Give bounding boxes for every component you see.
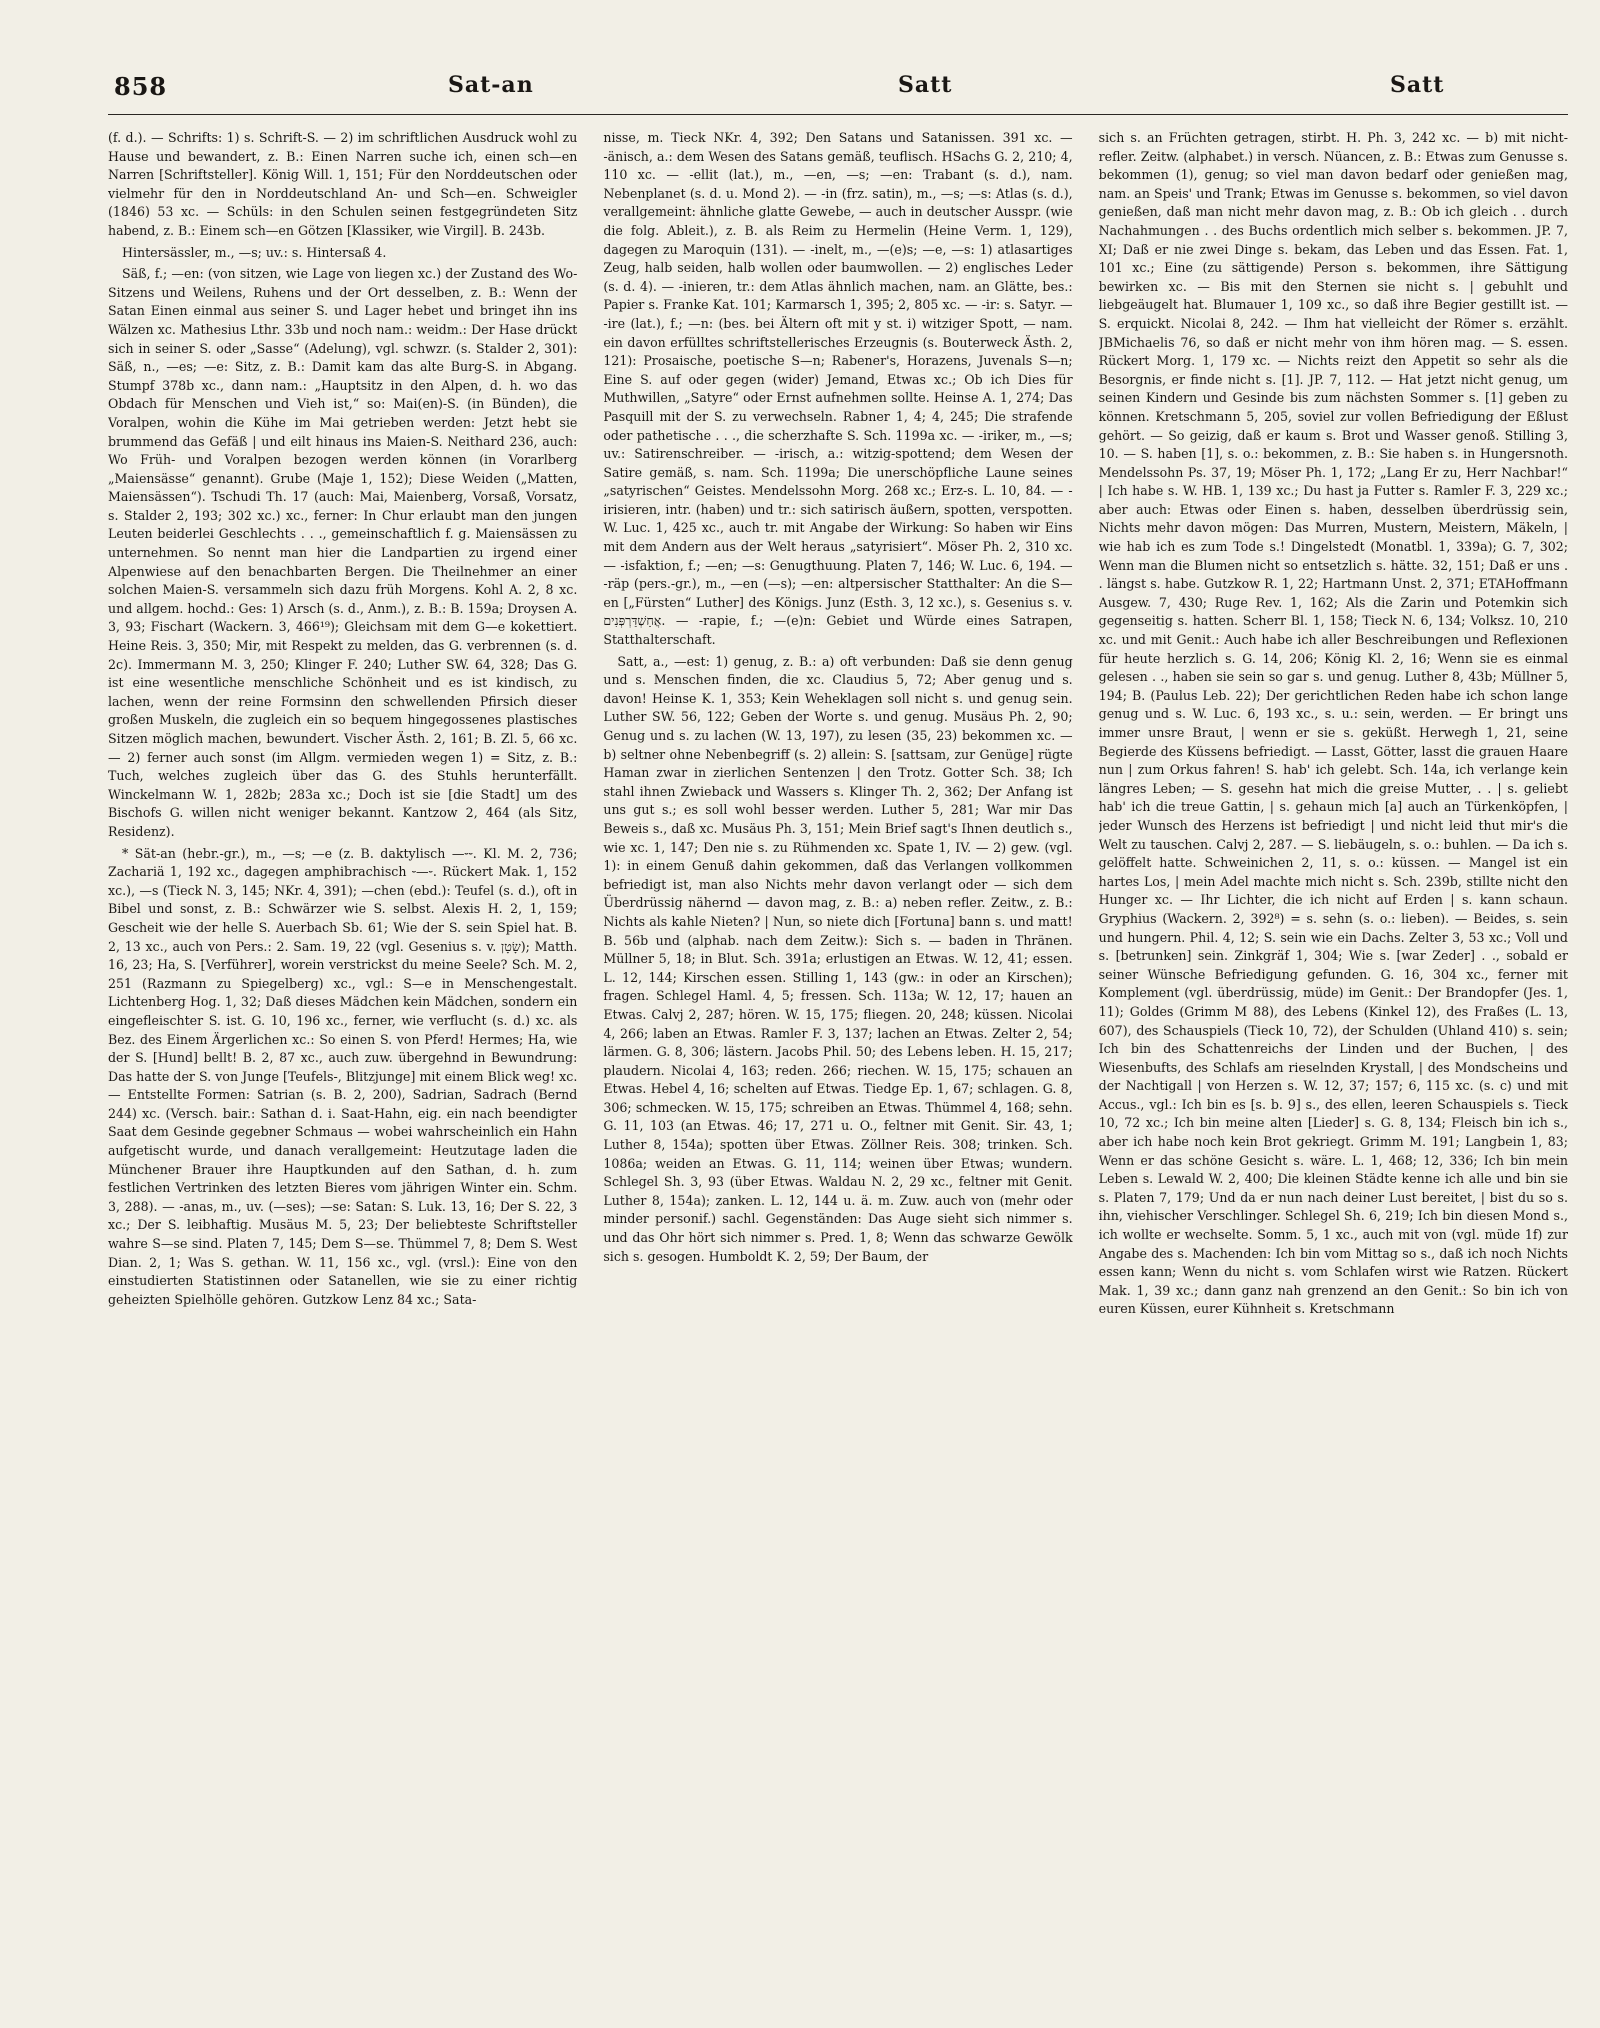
- dictionary-entry: Hintersässler, m., —s; uv.: s. Hintersaß 4.: [122, 244, 387, 260]
- dictionary-entry: * Sät-an (hebr.-gr.), m., —s; —e (z. B. daktylisch —⏑⏑. Kl. M. 2, 736; Zachariä 1, 192 xc., dagegen amphibrachisch ⏑—⏑. Rückert Mak. 1, 152 xc.), —s (Tieck N. 3, 145; NKr. 4, 391); —chen (ebd.): Teufel (s. d.), oft in Bibel und sonst, z. B.: Schwärzer wie S. selbst. Alexis H. 2, 1, 159; Gescheit wie der helle S. Auerbach Sb. 61; Wie der S. sein Spiel hat. B. 2, 13 xc., auch von Pers.: 2. Sam. 19, 22 (vgl. Gesenius s. v. שָׂטָן); Matth. 16, 23; Ha, S. [Verführer], worein verstrickst du meine Seele? Sch. M. 2, 251 (Razmann zu Spiegelberg) xc., vgl.: S—e in Menschengestalt. Lichtenberg Hog. 1, 32; Daß dieses Mädchen kein Mädchen, sondern ein eingefleischter S. ist. G. 10, 196 xc., ferner, wie verflucht (s. d.) xc. als Bez. des Einem Ärgerlichen xc.: So einen S. von Pferd! Hermes; Ha, wie der S. [Hund] bellt! B. 2, 87 xc., auch zuw. übergehnd in Bewundrung: Das hatte der S. von Junge [Teufels-, Blitzjunge] mit einem Blick weg! xc. — Entstellte Formen: Satrian (s. B. 2, 200), Sadrian, Sadrach (Bernd 244) xc. (Versch. bair.: Sathan d. i. Saat-Hahn, eig. ein nach beendigter Saat dem Gesinde gegebner Schmaus — wobei wahrscheinlich ein Hahn aufgetischt wurde, und danach verallgemeint: Heutzutage laden die Münchener Brauer ihre Hauptkunden auf den Sathan, d. h. zum festlichen Vertrinken des letzten Bieres vom jährigen Winter ein. Schm. 3, 288). — -anas, m., uv. (—ses); —se: Satan: S. Luk. 13, 16; Der S. 22, 3 xc.; Der S. leibhaftig. Musäus M. 5, 23; Der beliebteste Schriftsteller wahre S—se sind. Platen 7, 145; Dem S—se. Thümmel 7, 8; Dem S. West Dian. 2, 1; Was S. gethan. W. 11, 156 xc., vgl. (vrsl.): Eine von den einstudierten Statistinnen oder Satanellen, wie sie zu einer richtig geheizten Spielhölle gehören. Gutzkow Lenz 84 xc.; Sata-: [108, 845, 578, 1307]
- dictionary-entry: Säß, f.; —en: (von sitzen, wie Lage von liegen xc.) der Zustand des Wo-Sitzens und Weilens, Ruhens und der Ort desselben, z. B.: Wenn der Satan Einen einmal aus seiner S. und Lager hebet und bringet ihn ins Wälzen xc. Mathesius Lthr. 33b und noch nam.: weidm.: Der Hase drückt sich in seiner S. oder „Sasse“ (Adelung), vgl. schwzr. (s. Stalder 2, 301): Säß, n., —es; —e: Sitz, z. B.: Damit kam das alte Burg-S. in Abgang. Stumpf 378b xc., dann nam.: „Hauptsitz in den Alpen, d. h. wo das Obdach für Menschen und Vieh ist,“ so: Mai(en)-S. (in Bünden), die Voralpen, wohin die Kühe im Mai getrieben werden: Jetzt hebt sie brummend das Gefäß | und eilt hinaus ins Maien-S. Neithard 236, auch: Wo Früh- und Voralpen bezogen werden können (in Vorarlberg „Maiensässe“ genannt). Grube (Maje 1, 152); Diese Weiden („Matten, Maiensässen“). Tschudi Th. 17 (auch: Mai, Maienberg, Vorsaß, Vorsatz, s. Stalder 2, 193; 302 xc.) xc., ferner: In Chur erlaubt man den jungen Leuten beiderlei Geschlechts . . ., gemeinschaftlich f. g. Maiensässen zu unternehmen. So nennt man hier die Landpartien zu irgend einer Alpenwiese auf den benachbarten Bergen. Die Theilnehmer an einer solchen Maien-S. versammeln sich dazu früh Morgens. Kohl A. 2, 8 xc. und allgem. hochd.: Ges: 1) Arsch (s. d., Anm.), z. B.: B. 159a; Droysen A. 3, 93; Fischart (Wackern. 3, 466¹⁹); Gleichsam mit dem G—e kokettiert. Heine Reis. 3, 350; Mir, mit Respekt zu melden, das G. verbrennen (s. d. 2c). Immermann M. 3, 250; Klinger F. 240; Luther SW. 64, 328; Das G. ist eine wesentliche menschliche Schönheit und es ist kindisch, zu lachen, wenn der reine Formsinn den schwellenden Pfirsich dieser großen Muskeln, die zugleich ein so bequem hingegossenes plastisches Sitzen möglich machen, bewundert. Vischer Ästh. 2, 161; B. Zl. 5, 66 xc. — 2) ferner auch sonst (im Allgm. vermieden wegen 1) = Sitz, z. B.: Tuch, welches zugleich über das G. des Stuhls herunterfällt. Winckelmann W. 1, 282b; 283a xc.; Doch ist sie [die Stadt] um des Bischofs G. willen nicht weniger bekannt. Kantzow 2, 464 (als Sitz, Residenz).: [108, 266, 578, 839]
- entry-continuation: nisse, m. Tieck NKr. 4, 392; Den Satans und Satanissen. 391 xc. — -änisch, a.: dem Wesen des Satans gemäß, teuflisch. HSachs G. 2, 210; 4, 110 xc. — -ellit (lat.), m., —en, —s; —en: Trabant (s. d.), nam. Nebenplanet (s. d. u. Mond 2). — -in (frz. satin), m., —s; —s: Atlas (s. d.), verallgemeint: ähnliche glatte Gewebe, — auch in deutscher Ausspr. (wie die folg. Ableit.), z. B. als Reim zu Hermelin (Heine Verm. 1, 129), dagegen zu Maroquin (131). — -inelt, m., —(e)s; —e, —s: 1) atlasartiges Zeug, halb seiden, halb wollen oder baumwollen. — 2) englisches Leder (s. d. 4). — -inieren, tr.: dem Atlas ähnlich machen, nam. an Glätte, bes.: Papier s. Franke Kat. 101; Karmarsch 1, 395; 2, 805 xc. — -ir: s. Satyr. — -ire (lat.), f.; —n: (bes. bei Ältern oft mit y st. i) witziger Spott, — nam. ein davon erfülltes schriftstellerisches Erzeugnis (s. Bouterweck Ästh. 2, 121): Prosaische, poetische S—n; Rabener's, Horazens, Juvenals S—n; Eine S. auf oder gegen (wider) Jemand, Etwas xc.; Ob ich Dies für Muthwillen, „Satyre“ oder Ernst aufnehmen sollte. Heinse A. 1, 274; Das Pasquill mit der S. zu verwechseln. Rabner 1, 4; 4, 245; Die strafende oder pathetische . . ., die scherzhafte S. Sch. 1199a xc. — -iriker, m., —s; uv.: Satirenschreiber. — -irisch, a.: witzig-spottend; dem Wesen der Satire gemäß, s. nam. Sch. 1199a; Die unerschöpfliche Laune seines „satyrischen“ Geistes. Mendelssohn Morg. 268 xc.; Erz-s. L. 10, 84. — -irisieren, intr. (haben) und tr.: sich satirisch äußern, spotten, verspotten. W. Luc. 1, 425 xc., auch tr. mit Angabe der Wirkung: So haben wir Eins mit dem Andern aus der Welt heraus „satyrisiert“. Möser Ph. 2, 310 xc. — -isfaktion, f.; —en; —s: Genugthuung. Platen 7, 146; W. Luc. 6, 194. — -räp (pers.-gr.), m., —en (—s); —en: altpersischer Statthalter: An die S—en [„Fürsten“ Luther] des Königs. Junz (Esth. 3, 12 xc.), s. Gesenius s. v. אֲחַשְׁדַּרְפְּנִים. — -rapie, f.; —(e)n: Gebiet und Würde eines Satrapen, Statthalterschaft.: [603, 130, 1073, 648]
- page-header: [108, 66, 1568, 115]
- header-left-keyword: Sat-an: [448, 72, 534, 98]
- column-right: [1099, 129, 1568, 2009]
- column-left: [108, 129, 577, 2009]
- entry-continuation: sich s. an Früchten getragen, stirbt. H. Ph. 3, 242 xc. — b) mit nicht-refler. Zeitw. (alphabet.) in versch. Nüancen, z. B.: Etwas zum Genusse s. bekommen (1), genug; so viel man davon bedarf oder genießen mag, nam. an Speis' und Trank; Etwas im Genusse s. bekommen, so viel davon genießen, daß man nicht mehr davon mag, z. B.: Ob ich gleich . . durch Nachahmungen . . des Buchs ordentlich mich selber s. bekommen. JP. 7, XI; Daß er nie zwei Dinge s. bekam, das Leben und das Essen. Fat. 1, 101 xc.; Eine (zu sättigende) Person s. bekommen, ihre Sättigung bewirken xc. — Bis mit den Sternen sie nicht s. | gebuhlt und liebgeäugelt hat. Blumauer 1, 109 xc., so daß ihre Begier gestillt ist. — S. erquickt. Nicolai 8, 242. — Ihm hat vielleicht der Römer s. erzählt. JBMichaelis 76, so daß er nicht mehr von ihm hören mag. — S. essen. Rückert Morg. 1, 179 xc. — Nichts reizt den Appetit so sehr als die Besorgnis, er finde nicht s. [1]. JP. 7, 112. — Hat jetzt nicht genug, um seinen Kindern und Gesinde bis zum nächsten Sommer s. [1] geben zu können. Kretschmann 5, 205, soviel zur vollen Befriedigung der Eßlust gehört. — So geizig, daß er kaum s. Brot und Wasser genoß. Stilling 3, 10. — S. haben [1], s. o.: bekommen, z. B.: Sie haben s. in Hungersnoth. Mendelssohn Ps. 37, 19; Möser Ph. 1, 172; „Lang Er zu, Herr Nachbar!“ | Ich habe s. W. HB. 1, 139 xc.; Du hast ja Futter s. Ramler F. 3, 229 xc.; aber auch: Etwas oder Einen s. haben, desselben überdrüssig sein, Nichts mehr davon mögen: Das Murren, Mustern, Meistern, Mäkeln, | wie hab ich es zum Tode s.! Dingelstedt (Monatbl. 1, 339a); G. 7, 302; Wenn man die Blumen nicht so entsetzlich s. hätte. 32, 151; Daß er uns . . längst s. habe. Gutzkow R. 1, 22; Hartmann Unst. 2, 371; ETAHoffmann Ausgew. 7, 430; Ruge Rev. 1, 162; Als die Zarin und Potemkin sich gegenseitig s. hatten. Scherr Bl. 1, 158; Tieck N. 6, 134; Volksz. 10, 210 xc. und mit Genit.: Auch habe ich aller Beschreibungen und Reflexionen für heute herzlich s. G. 14, 206; König Kl. 2, 16; Wenn sie es einmal gelesen . ., haben sie sein so gar s. und genug. Luther 8, 43b; Müllner 5, 194; B. (Paulus Leb. 22); Der gerichtlichen Reden habe ich schon lange genug und s. W. Luc. 6, 193 xc., s. u.: sein, werden. — Er bringt uns immer unsre Braut, | wenn er sie s. geküßt. Herwegh 1, 21, seine Begierde des Küssens befriedigt. — Lasst, Götter, lasst die grauen Haare nun | zum Orkus fahren! S. hab' ich gelebt. Sch. 14a, ich verlange kein längres Leben; — S. gesehn hat mich die greise Mutter, . . | s. geliebt hab' ich die treue Gattin, | s. gehaun mich [a] auch an Türkenköpfen, | jeder Wunsch des Herzens ist befriedigt | und nicht leid thut mir's die Welt zu tauschen. Calvj 2, 287. — S. liebäugeln, s. o.: buhlen. — Da ich s. gelöffelt hatte. Schweinichen 2, 11, s. o.: küssen. — Mangel ist ein hartes Los, | mein Adel machte mich nicht s. Sch. 239b, stillte nicht den Hunger xc. — Ihr Lichter, die ich nicht auf Erden | s. kann schaun. Gryphius (Wackern. 2, 392⁸) = s. sehn (s. o.: lieben). — Beides, s. sein und hungern. Phil. 4, 12; S. sein wie ein Dachs. Zelter 3, 53 xc.; Voll und s. [betrunken] sein. Zinkgräf 1, 304; Wie s. [war Zeder] . ., sobald er seiner Wünsche Befriedigung gefunden. G. 16, 304 xc., ferner mit Komplement (vgl. überdrüssig, müde) im Genit.: Der Brandopfer (Jes. 1, 11); Goldes (Grimm M 88), des Lebens (Kinkel 12), des Fraßes (L. 13, 607), des Schauspiels (Tieck 10, 72), der Schulden (Uhland 410) s. sein; Ich bin des Schattenreichs der Linden und der Buchen, | des Wiesenbufts, des Schlafs am rieselnden Krystall, | des Mondscheins und der Nachtigall | von Herzen s. W. 12, 37; 157; 6, 115 xc. (s. c) und mit Accus., vgl.: Ich bin es [s. b. 9] s., des ellen, leeren Schauspiels s. Tieck 10, 72 xc.; Ich bin meine alten [Lieder] s. G. 8, 134; Fleisch bin ich s., aber ich habe noch kein Brot gekriegt. Grimm M. 191; Langbein 1, 83; Wenn er das schöne Gesicht s. wäre. L. 1, 468; 12, 336; Ich bin mein Leben s. Lewald W. 2, 400; Die kleinen Städte kenne ich alle und bin sie s. Platen 7, 179; Und da er nun nach deiner Lust bereitet, | bist du so s. ihn, viehischer Verschlinger. Schlegel Sh. 6, 219; Ich bin diesen Mond s., ich wollte er wechselte. Somm. 5, 1 xc., auch mit von (vgl. müde 1f) zur Angabe des s. Machenden: Ich bin vom Mittag so s., daß ich noch Nichts essen kann; Wenn du nicht s. vom Schlafen wirst wie Ratzen. Rückert Mak. 1, 39 xc.; dann ganz nah grenzend an den Genit.: So bin ich von euren Küssen, eurer Kühnheit s. Kretschmann: [1098, 130, 1568, 1317]
- header-right-keyword: Satt: [1390, 72, 1445, 98]
- dictionary-entry: Satt, a., —est: 1) genug, z. B.: a) oft verbunden: Daß sie denn genug und s. Menschen finden, die xc. Claudius 5, 72; Aber genug und s. davon! Heinse K. 1, 353; Kein Weheklagen soll nicht s. und genug sein. Luther SW. 56, 122; Geben der Worte s. und genug. Musäus Ph. 2, 90; Genug und s. zu lachen (W. 13, 197), zu lesen (35, 23) bekommen xc. — b) seltner ohne Nebenbegriff (s. 2) allein: S. [sattsam, zur Genüge] rügte Haman zwar in zierlichen Sentenzen | den Trotz. Gotter Sch. 38; Ich stahl ihnen Zwieback und Wassers s. Klinger Th. 2, 362; Der Anfang ist uns gut s.; es soll wohl besser werden. Luther 5, 281; War mir Das Beweis s., daß xc. Musäus Ph. 3, 151; Mein Brief sagt's Ihnen deutlich s., wie xc. 1, 147; Den nie s. zu Rühmenden xc. Spate 1, IV. — 2) gew. (vgl. 1): in einem Genuß dahin gekommen, daß das Verlangen vollkommen befriedigt ist, man also Nichts mehr davon verlangt oder — sich dem Überdrüssig nähernd — davon mag, z. B.: a) neben refler. Zeitw., z. B.: Nichts als kahle Nieten? | Nun, so niete dich [Fortuna] bann s. und matt! B. 56b und (alphab. nach dem Zeitw.): Sich s. — baden in Thränen. Müllner 5, 18; in Blut. Sch. 391a; erlustigen an Etwas. W. 12, 41; essen. L. 12, 144; Kirschen essen. Stilling 1, 143 (gw.: in oder an Kirschen); fragen. Schlegel Haml. 4, 5; fressen. Sch. 113a; W. 12, 17; hauen an Etwas. Calvj 2, 287; hören. W. 15, 175; fliegen. 20, 248; küssen. Nicolai 4, 266; laben an Etwas. Ramler F. 3, 137; lachen an Etwas. Zelter 2, 54; lärmen. G. 8, 306; lästern. Jacobs Phil. 50; des Lebens leben. H. 15, 217; plaudern. Nicolai 4, 163; reden. 266; riechen. W. 15, 175; schauen an Etwas. Hebel 4, 16; schelten auf Etwas. Tiedge Ep. 1, 67; schlagen. G. 8, 306; schmecken. W. 15, 175; schreiben an Etwas. Thümmel 4, 168; sehn. G. 11, 103 (an Etwas. 46; 17, 271 u. O., feltner mit Genit. Sir. 43, 1; Luther 8, 154a); spotten über Etwas. Zöllner Reis. 308; trinken. Sch. 1086a; weiden an Etwas. G. 11, 114; weinen über Etwas; wundern. Schlegel Sh. 3, 93 (über Etwas. Waldau N. 2, 29 xc., feltner mit Genit. Luther 8, 154a); zanken. L. 12, 144 u. ä. m. Zuw. auch von (mehr oder minder personif.) sachl. Gegenständen: Das Auge sieht sich nimmer s. und das Ohr hört sich nimmer s. Pred. 1, 8; Wenn das schwarze Gewölk sich s. gesogen. Humboldt K. 2, 59; Der Baum, der: [603, 653, 1073, 1264]
- column-middle: [603, 129, 1072, 2009]
- text-columns: [108, 129, 1568, 2009]
- page-number: 858: [114, 72, 168, 101]
- entry-continuation: (f. d.). — Schrifts: 1) s. Schrift-S. — 2) im schriftlichen Ausdruck wohl zu Hause und bewandert, z. B.: Einen Narren suche ich, einen sch—en Narren [Schriftsteller]. König Will. 1, 151; Für den Norddeutschen oder vielmehr für den in Norddeutschland An- und Sch—en. Schweigler (1846) 53 xc. — Schüls: in den Schulen seinen festgegründeten Sitz habend, z. B.: Einem sch—en Götzen [Klassiker, wie Virgil]. B. 243b.: [108, 130, 578, 238]
- header-middle-keyword: Satt: [898, 72, 953, 98]
